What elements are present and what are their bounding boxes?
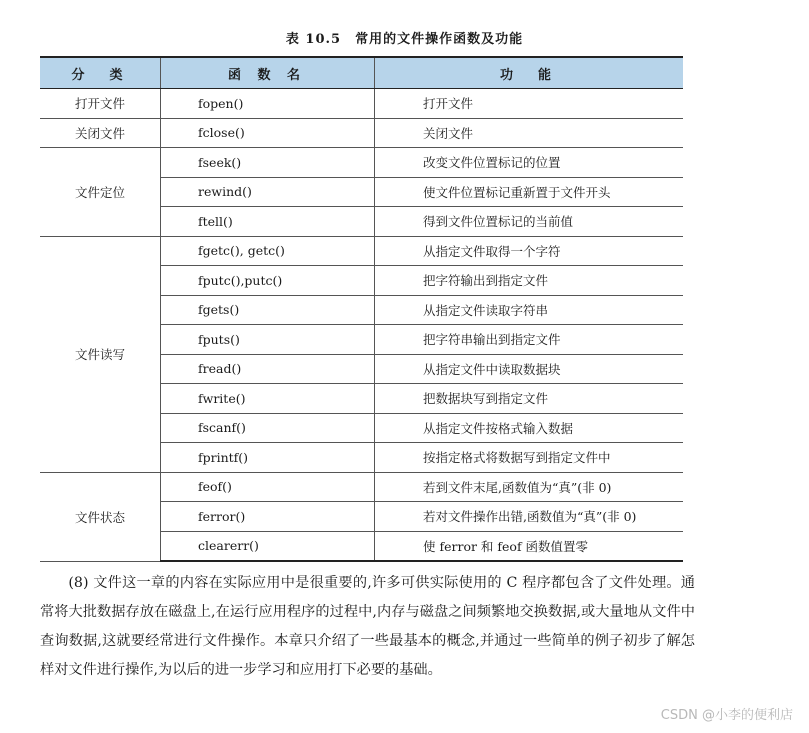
description-cell: 从指定文件按格式输入数据 [375, 413, 684, 443]
description-cell: 使 ferror 和 feof 函数值置零 [375, 531, 684, 561]
function-cell: fscanf() [161, 413, 375, 443]
table-row [40, 89, 683, 119]
table-row [40, 472, 683, 502]
header-category: 分 类 [40, 57, 161, 89]
description-cell: 若对文件操作出错,函数值为“真”(非 0) [375, 502, 684, 532]
table-row [40, 236, 683, 266]
description-cell: 从指定文件读取字符串 [375, 295, 684, 325]
table-row [40, 148, 683, 178]
body-paragraph: (8) 文件这一章的内容在实际应用中是很重要的,许多可供实际使用的 C 程序都包含了文件处理。通常将大批数据存放在磁盘上,在运行应用程序的过程中,内存与磁盘之间频繁地交换数据,或大量地从文件中查询数据,这就要经常进行文件操作。本章只介绍了一些最基本的概念,并通过一些简单的例子初步了解怎样对文件进行操作,为以后的进一步学习和应用打下必要的基础。 [40, 575, 695, 678]
csdn-watermark: CSDN @小李的便利店 [660, 708, 793, 723]
description-cell: 按指定格式将数据写到指定文件中 [375, 443, 684, 473]
description-cell: 把数据块写到指定文件 [375, 384, 684, 414]
description-cell: 关闭文件 [375, 118, 684, 148]
file-functions-table [40, 56, 683, 562]
function-cell: clearerr() [161, 531, 375, 561]
description-cell: 从指定文件取得一个字符 [375, 236, 684, 266]
function-cell: feof() [161, 472, 375, 502]
function-cell: fputs() [161, 325, 375, 355]
function-cell: ferror() [161, 502, 375, 532]
description-cell: 打开文件 [375, 89, 684, 119]
category-cell: 打开文件 [40, 89, 161, 119]
table-header-row [40, 57, 683, 89]
table-caption: 表 10.5 常用的文件操作函数及功能 [285, 32, 524, 47]
function-cell: ftell() [161, 207, 375, 237]
header-function: 函 数 名 [161, 57, 375, 89]
description-cell: 把字符串输出到指定文件 [375, 325, 684, 355]
function-cell: fseek() [161, 148, 375, 178]
function-cell: fprintf() [161, 443, 375, 473]
header-description: 功 能 [375, 57, 684, 89]
function-cell: rewind() [161, 177, 375, 207]
function-cell: fgetc(), getc() [161, 236, 375, 266]
function-cell: fwrite() [161, 384, 375, 414]
function-cell: fclose() [161, 118, 375, 148]
category-cell: 关闭文件 [40, 118, 161, 148]
table-row [40, 118, 683, 148]
function-cell: fread() [161, 354, 375, 384]
function-cell: fputc(),putc() [161, 266, 375, 296]
description-cell: 从指定文件中读取数据块 [375, 354, 684, 384]
function-cell: fgets() [161, 295, 375, 325]
category-cell: 文件定位 [40, 148, 161, 237]
description-cell: 使文件位置标记重新置于文件开头 [375, 177, 684, 207]
description-cell: 若到文件末尾,函数值为“真”(非 0) [375, 472, 684, 502]
category-cell: 文件状态 [40, 472, 161, 561]
function-cell: fopen() [161, 89, 375, 119]
description-cell: 把字符输出到指定文件 [375, 266, 684, 296]
category-cell: 文件读写 [40, 236, 161, 472]
description-cell: 得到文件位置标记的当前值 [375, 207, 684, 237]
description-cell: 改变文件位置标记的位置 [375, 148, 684, 178]
